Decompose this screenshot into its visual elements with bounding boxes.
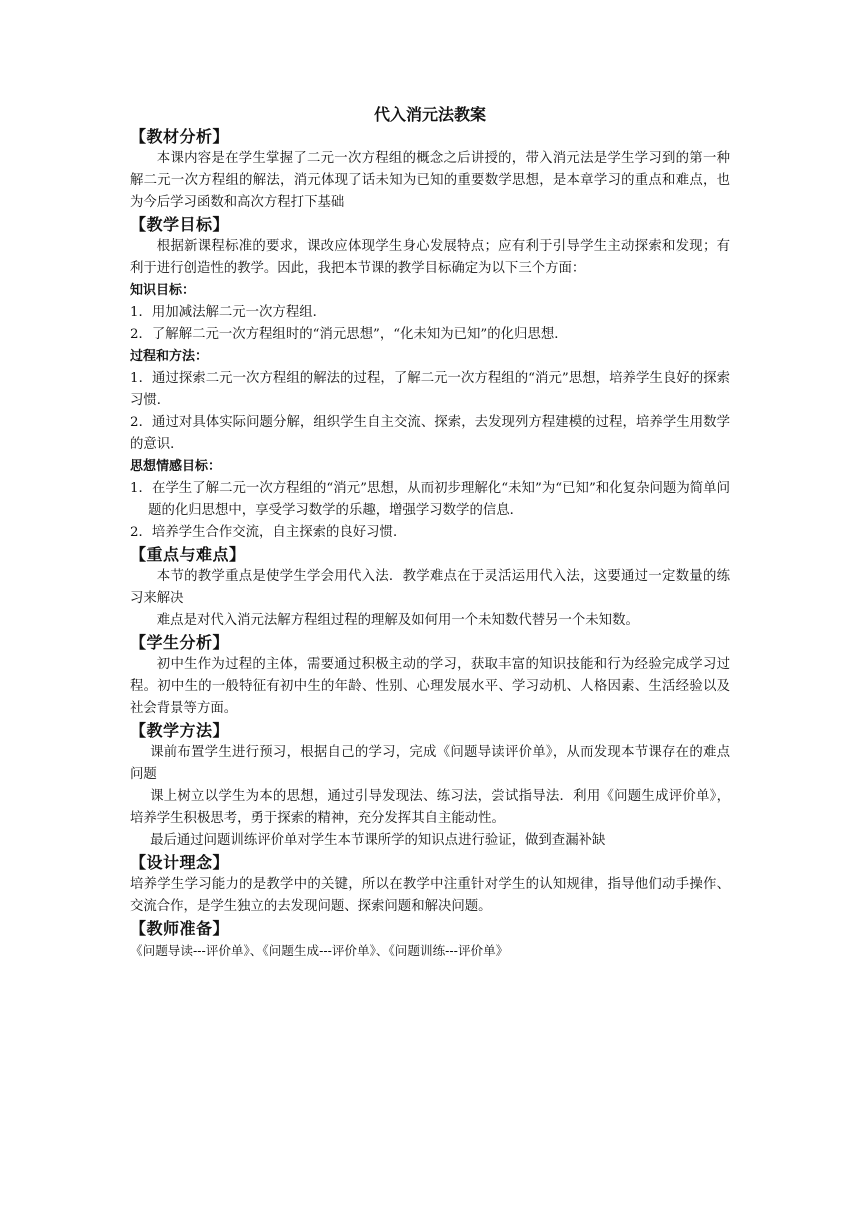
teaching-methods-text-3: 最后通过问题训练评价单对学生本节课所学的知识点进行验证，做到查漏补缺 [150, 833, 606, 848]
design-concept-text: 培养学生学习能力的是教学中的关键，所以在教学中注重针对学生的认知规律，指导他们动手操作、交流合作，是学生独立的去发现问题、探索问题和解决问题。 [130, 877, 730, 914]
emotion-goal-item: 1．在学生了解二元一次方程组的“消元”思想，从而初步理解化“未知”为“已知”和化复杂问题为简单问题的化归思想中，享受学习数学的乐趣，增强学习数学的信息． [130, 481, 730, 518]
process-goal-item: 1．通过探索二元一次方程组的解法的过程，了解二元一次方程组的“消元”思想，培养学生良好的探索习惯． [130, 371, 730, 408]
knowledge-goal-item: 1．用加减法解二元一次方程组． [130, 305, 326, 320]
teacher-preparation-text: 《问题导读---评价单》、《问题生成---评价单》、《问题训练---评价单》 [130, 943, 509, 958]
knowledge-goals-label: 知识目标： [130, 283, 196, 298]
heading-teaching-goals: 【教学目标】 [130, 215, 230, 234]
heading-design-concept: 【设计理念】 [130, 853, 230, 872]
heading-material-analysis: 【教材分析】 [130, 127, 230, 146]
student-analysis-text: 初中生作为过程的主体，需要通过积极主动的学习，获取丰富的知识技能和行为经验完成学习过程。初中生的一般特征有初中生的年龄、性别、心理发展水平、学习动机、人格因素、生活经验以及社会背景等方面。 [130, 657, 730, 716]
heading-teaching-methods: 【教学方法】 [130, 721, 230, 740]
document-title: 代入消元法教案 [373, 105, 486, 124]
emotion-goal-item: 2．培养学生合作交流，自主探索的良好习惯． [130, 525, 407, 540]
document-page [130, 104, 730, 962]
difficulty-text: 难点是对代入消元法解方程组过程的理解及如何用一个未知数代替另一个未知数。 [156, 613, 639, 628]
heading-teacher-preparation: 【教师准备】 [130, 919, 230, 938]
material-analysis-text: 本课内容是在学生掌握了二元一次方程组的概念之后讲授的，带入消元法是学生学习到的第一种解二元一次方程组的解法，消元体现了话未知为已知的重要数学思想，是本章学习的重点和难点，也为今后学习函数和高次方程打下基础 [130, 151, 730, 210]
teaching-methods-text-1: 课前布置学生进行预习，根据自己的学习，完成《问题导读评价单》，从而发现本节课存在的难点问题 [130, 745, 730, 782]
teaching-goals-intro: 根据新课程标准的要求，课改应体现学生身心发展特点；应有利于引导学生主动探索和发现；有利于进行创造性的教学。因此，我把本节课的教学目标确定为以下三个方面： [130, 239, 730, 276]
emotion-goals-label: 思想情感目标： [130, 459, 222, 474]
knowledge-goal-item: 2．了解解二元一次方程组时的“消元思想”，“化未知为已知”的化归思想． [130, 327, 568, 342]
heading-key-points: 【重点与难点】 [130, 545, 246, 564]
teaching-methods-text-2: 课上树立以学生为本的思想，通过引导发现法、练习法，尝试指导法．利用《问题生成评价单》，培养学生积极思考，勇于探索的精神，充分发挥其自主能动性。 [130, 789, 730, 826]
heading-student-analysis: 【学生分析】 [130, 633, 230, 652]
process-goals-label: 过程和方法： [130, 349, 209, 364]
process-goal-item: 2．通过对具体实际问题分解，组织学生自主交流、探索，去发现列方程建模的过程，培养学生用数学的意识． [130, 415, 730, 452]
key-points-text: 本节的教学重点是使学生学会用代入法．教学难点在于灵活运用代入法，这要通过一定数量的练习来解决 [130, 569, 730, 606]
